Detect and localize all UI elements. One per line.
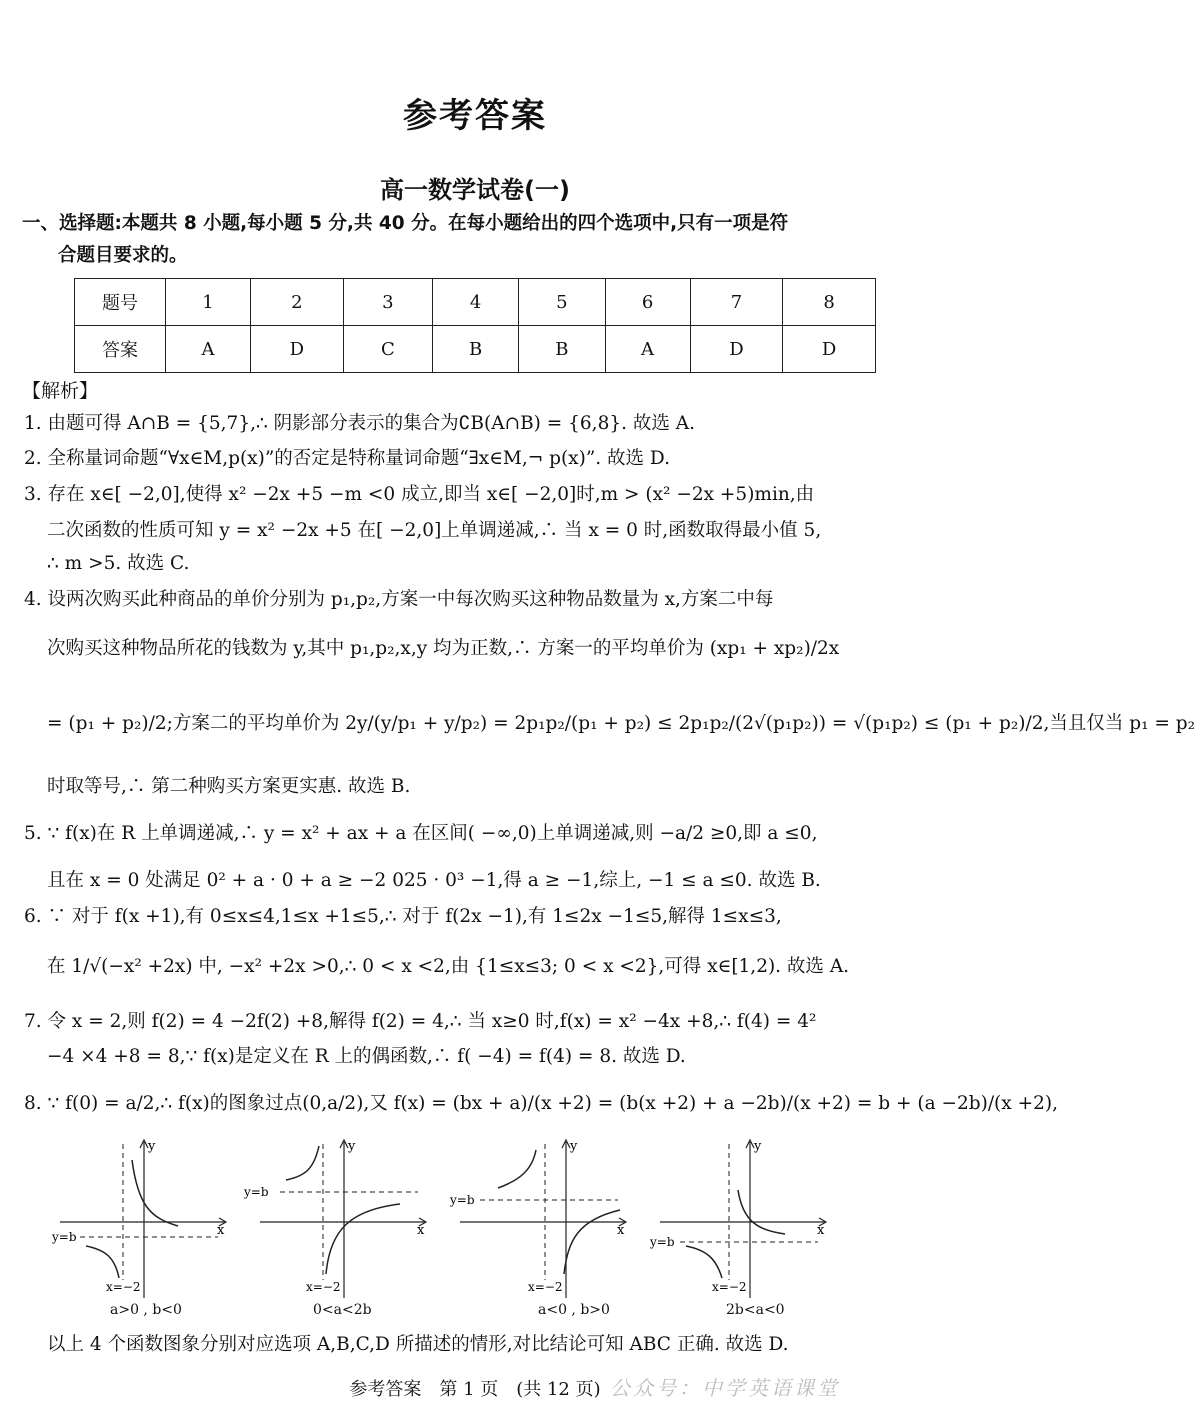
asymptote-label-x: x=−2 <box>306 1280 341 1294</box>
table-row-numbers <box>75 279 876 326</box>
asymptote-label-x: x=−2 <box>106 1280 141 1294</box>
graph-caption: a>0 , b<0 <box>110 1302 182 1318</box>
answer-cell: D <box>251 326 344 373</box>
graph-3 <box>440 1130 640 1300</box>
solution-line: 且在 x = 0 处满足 0² + a · 0 + a ≥ −2 025 · 0³ −1,得 a ≥ −1,综上, −1 ≤ a ≤0. 故选 B. <box>47 870 821 891</box>
answer-cell: D <box>783 326 876 373</box>
number-cell: 8 <box>783 279 876 326</box>
solution-line: 6. ∵ 对于 f(x +1),有 0≤x≤4,1≤x +1≤5,∴ 对于 f(2x −1),有 1≤2x −1≤5,解得 1≤x≤3, <box>24 906 782 927</box>
solution-line: 时取等号,∴ 第二种购买方案更实惠. 故选 B. <box>47 776 411 797</box>
exam-subtitle: 高一数学试卷(一) <box>380 176 570 204</box>
solution-line: 次购买这种物品所花的钱数为 y,其中 p₁,p₂,x,y 均为正数,∴ 方案一的平均单价为 (xp₁ + xp₂)/2x <box>47 638 840 659</box>
solution-line: 5. ∵ f(x)在 R 上单调递减,∴ y = x² + ax + a 在区间( −∞,0)上单调递减,则 −a/2 ≥0,即 a ≤0, <box>24 823 818 844</box>
solution-line: 2. 全称量词命题“∀x∈M,p(x)”的否定是特称量词命题“∃x∈M,¬ p(x)”. 故选 D. <box>24 448 670 469</box>
number-cell: 1 <box>166 279 251 326</box>
number-cell: 5 <box>519 279 605 326</box>
section-line-1: 一、选择题:本题共 8 小题,每小题 5 分,共 40 分。在每小题给出的四个选项中,只有一项是符 <box>22 213 789 234</box>
answer-cell: B <box>432 326 518 373</box>
answer-cell: A <box>166 326 251 373</box>
graph-caption: 2b<a<0 <box>726 1302 785 1318</box>
solution-line: 二次函数的性质可知 y = x² −2x +5 在[ −2,0]上单调递减,∴ 当 x = 0 时,函数取得最小值 5, <box>47 520 822 541</box>
graph-2 <box>240 1130 440 1300</box>
graph-4 <box>640 1130 840 1300</box>
section-line-2: 合题目要求的。 <box>58 245 188 266</box>
curve-right-branch <box>738 1190 785 1234</box>
section-heading <box>22 208 927 272</box>
table-row-answers <box>75 326 876 373</box>
solution-line: 1. 由题可得 A∩B = {5,7},∴ 阴影部分表示的集合为∁B(A∩B) = {6,8}. 故选 A. <box>24 413 695 434</box>
number-cell: 6 <box>605 279 690 326</box>
y-label: y <box>148 1139 156 1154</box>
solution-line: 8. ∵ f(0) = a/2,∴ f(x)的图象过点(0,a/2),又 f(x) = (bx + a)/(x +2) = (b(x +2) + a −2b)/(x +2) = b + (a −2b)/(x +2), <box>24 1093 1058 1114</box>
row-label-number: 题号 <box>75 279 166 326</box>
solution-line: 7. 令 x = 2,则 f(2) = 4 −2f(2) +8,解得 f(2) = 4,∴ 当 x≥0 时,f(x) = x² −4x +8,∴ f(4) = 4² <box>24 1011 817 1032</box>
x-label: x <box>217 1223 225 1238</box>
graph-caption: 0<a<2b <box>313 1302 372 1318</box>
asymptote-label-b: y=b <box>450 1193 475 1207</box>
number-cell: 2 <box>251 279 344 326</box>
graph-caption: a<0 , b>0 <box>538 1302 610 1318</box>
solution-line: 在 1/√(−x² +2x) 中, −x² +2x >0,∴ 0 < x <2,由 {1≤x≤3; 0 < x <2},可得 x∈[1,2). 故选 A. <box>47 956 850 977</box>
x-label: x <box>617 1223 625 1238</box>
solution-line: = (p₁ + p₂)/2;方案二的平均单价为 2y/(y/p₁ + y/p₂) = 2p₁p₂/(p₁ + p₂) ≤ 2p₁p₂/(2√(p₁p₂)) = √(p₁p₂) ≤ (p₁ + p₂)/2,当且仅当 p₁ = p₂ <box>47 713 1195 734</box>
answer-table <box>74 278 876 373</box>
curve-left-branch <box>86 1246 119 1278</box>
answer-cell: A <box>605 326 690 373</box>
y-label: y <box>754 1139 762 1154</box>
analysis-label: 【解析】 <box>22 380 99 402</box>
asymptote-label-b: y=b <box>52 1230 77 1244</box>
row-label-answer: 答案 <box>75 326 166 373</box>
curve-left-branch <box>686 1246 722 1278</box>
x-label: x <box>817 1223 825 1238</box>
answer-cell: D <box>690 326 783 373</box>
y-label: y <box>348 1139 356 1154</box>
x-label: x <box>417 1223 425 1238</box>
asymptote-label-x: x=−2 <box>712 1280 747 1294</box>
solution-line: ∴ m >5. 故选 C. <box>47 553 190 574</box>
curve-left-branch <box>286 1146 319 1180</box>
asymptote-label-b: y=b <box>244 1185 269 1199</box>
solution-line: −4 ×4 +8 = 8,∵ f(x)是定义在 R 上的偶函数,∴ f( −4) = f(4) = 8. 故选 D. <box>47 1046 686 1067</box>
y-label: y <box>570 1139 578 1154</box>
curve-right-branch <box>326 1204 400 1274</box>
solution-line: 3. 存在 x∈[ −2,0],使得 x² −2x +5 −m <0 成立,即当 x∈[ −2,0]时,m > (x² −2x +5)min,由 <box>24 484 815 505</box>
graph-1 <box>40 1130 240 1300</box>
function-graphs <box>40 1130 920 1325</box>
answer-cell: B <box>519 326 605 373</box>
solution-line: 4. 设两次购买此种商品的单价分别为 p₁,p₂,方案一中每次购买这种物品数量为 x,方案二中每 <box>24 589 774 610</box>
page-footer: 参考答案 第 1 页 (共 12 页) <box>349 1379 601 1400</box>
page-title: 参考答案 <box>403 96 547 136</box>
asymptote-label-b: y=b <box>650 1235 675 1249</box>
asymptote-label-x: x=−2 <box>528 1280 563 1294</box>
curve-right-branch <box>564 1210 620 1274</box>
number-cell: 7 <box>690 279 783 326</box>
watermark: 公众号：中学英语课堂 <box>610 1376 840 1400</box>
answer-cell: C <box>343 326 432 373</box>
solution-line: 以上 4 个函数图象分别对应选项 A,B,C,D 所描述的情形,对比结论可知 ABC 正确. 故选 D. <box>47 1334 789 1355</box>
number-cell: 3 <box>343 279 432 326</box>
curve-right-branch <box>132 1160 178 1226</box>
curve-left-branch <box>498 1150 536 1188</box>
number-cell: 4 <box>432 279 518 326</box>
